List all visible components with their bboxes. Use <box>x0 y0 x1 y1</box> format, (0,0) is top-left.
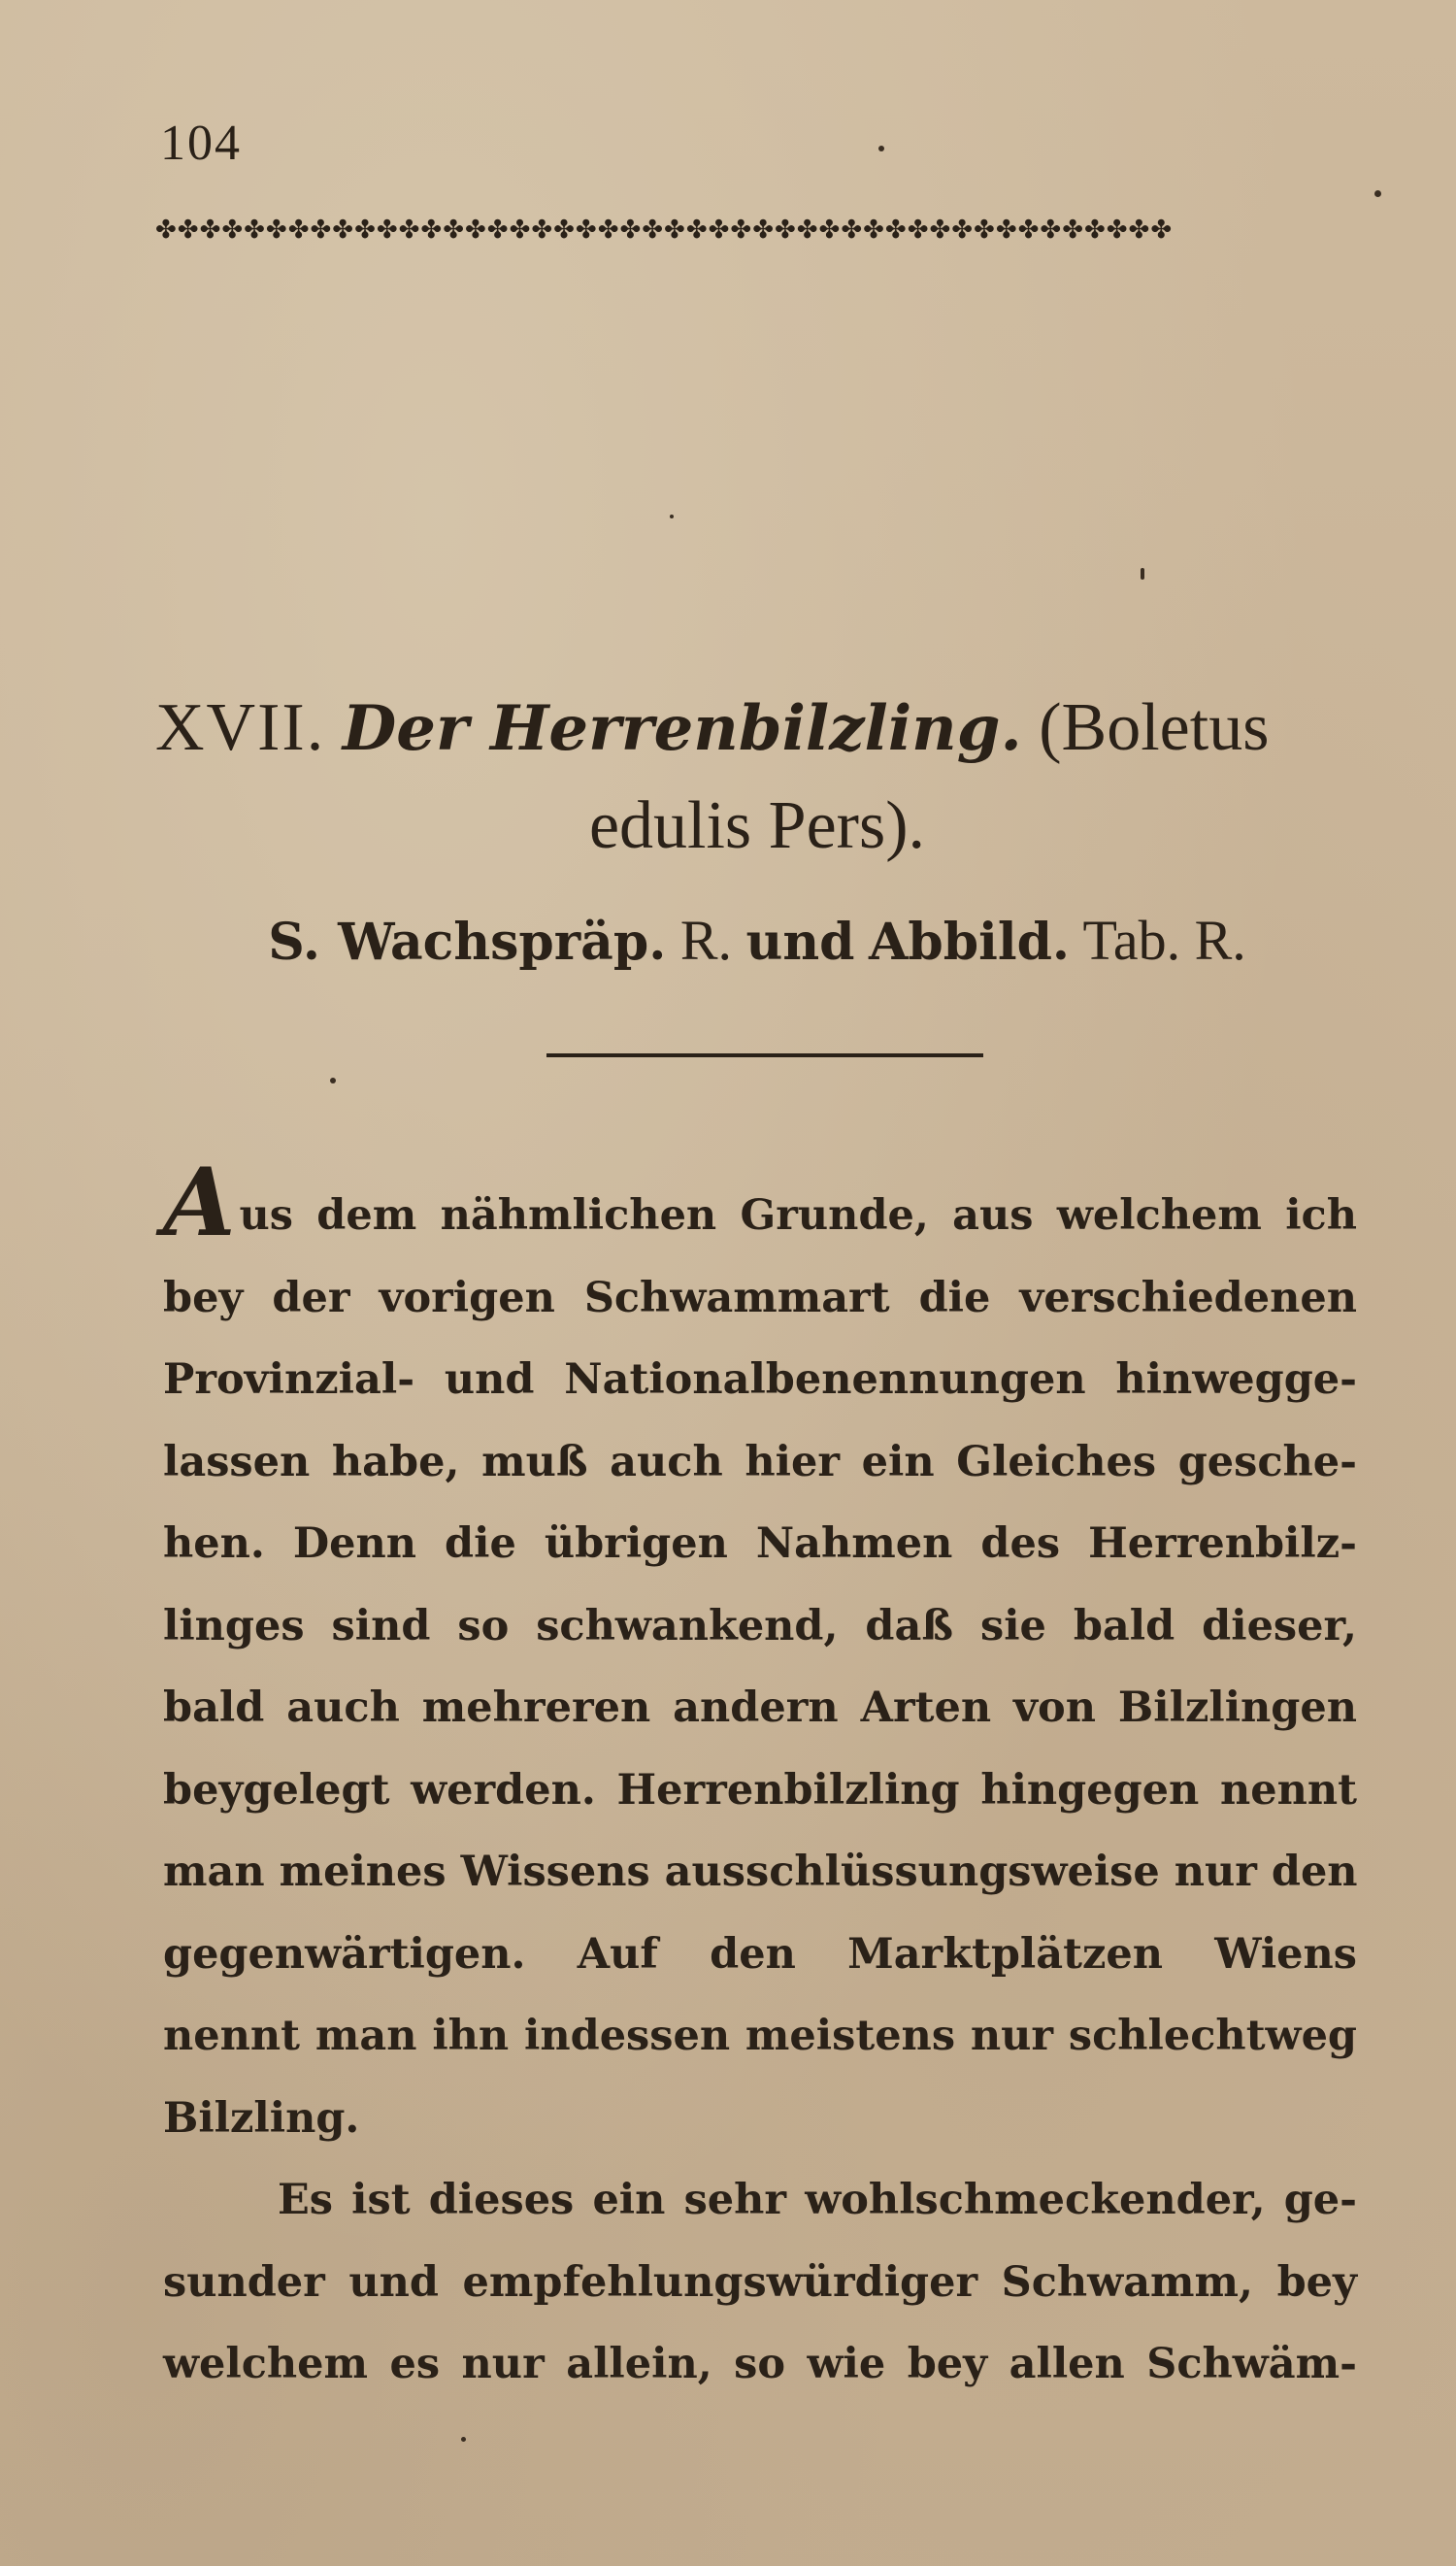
heading-line-1 <box>155 680 1359 778</box>
paper-speck <box>330 1078 336 1083</box>
body-line-4: lassen habe, muß auch hier ein Gleiches gesche- <box>163 1437 1357 1486</box>
heading-line-2 <box>155 778 1359 875</box>
body-line-5: hen. Denn die übrigen Nahmen des Herrenbilz- <box>163 1519 1357 1568</box>
paper-speck <box>1141 568 1144 580</box>
reference-wachsprap: S. Wachspräp. <box>268 913 667 972</box>
paper-speck <box>1374 190 1381 197</box>
body-line-11: nennt man ihn indessen meistens nur schlechtweg <box>163 2012 1357 2060</box>
body-line-3: Provinzial- und Nationalbenennungen hinwegge- <box>163 1355 1357 1404</box>
body-line-13: Es ist dieses ein sehr wohlschmeckender, ge- <box>278 2176 1357 2224</box>
body-line-10: gegenwärtigen. Auf den Marktplätzen Wiens <box>163 1929 1357 1979</box>
body-line-6: linges sind so schwankend, daß sie bald dieser, <box>163 1601 1357 1650</box>
body-line-8: beygelegt werden. Herrenbilzling hingegen nennt <box>163 1765 1357 1815</box>
chapter-numeral: XVII. <box>155 690 326 765</box>
ornament-rule: ✤✤✤✤✤✤✤✤✤✤✤✤✤✤✤✤✤✤✤✤✤✤✤✤✤✤✤✤✤✤✤✤✤✤✤✤✤✤✤✤✤✤✤✤✤✤ <box>155 216 1174 245</box>
paper-speck <box>878 146 884 151</box>
paper-speck <box>670 515 674 518</box>
reference-abbild: Abbild. <box>869 913 1071 972</box>
chapter-title-latin-2: edulis Pers). <box>588 788 926 863</box>
body-line-9: man meines Wissens ausschlüssungsweise nur den <box>163 1848 1358 1896</box>
body-line-1 <box>163 1148 1357 1257</box>
body-line-15: welchem es nur allein, so wie bey allen Schwäm- <box>163 2340 1357 2388</box>
body-line-7: bald auch mehreren andern Arten von Bilzlingen <box>163 1683 1357 1732</box>
body-line-2: bey der vorigen Schwammart die verschiedenen <box>163 1273 1357 1322</box>
divider-rule <box>546 1053 983 1057</box>
drop-cap: A <box>163 1148 236 1257</box>
reference-tab: Tab. R. <box>1082 909 1246 972</box>
paper-speck <box>461 2437 466 2442</box>
body-text <box>163 1148 1358 2406</box>
body-line-12: Bilzling. <box>163 2093 360 2143</box>
body-line-14: sunder und empfehlungswürdiger Schwamm, bey <box>163 2257 1357 2307</box>
reference-und: und <box>745 913 855 972</box>
chapter-title-latin-1: (Boletus <box>1039 690 1270 765</box>
page-number: 104 <box>160 116 242 171</box>
reference-line <box>155 908 1359 973</box>
chapter-heading <box>155 680 1359 875</box>
body-line-1-text: us dem nähmlichen Grunde, aus welchem ich <box>239 1191 1357 1240</box>
reference-r: R. <box>679 909 733 972</box>
chapter-title-german: Der Herrenbilzling. <box>342 692 1022 765</box>
